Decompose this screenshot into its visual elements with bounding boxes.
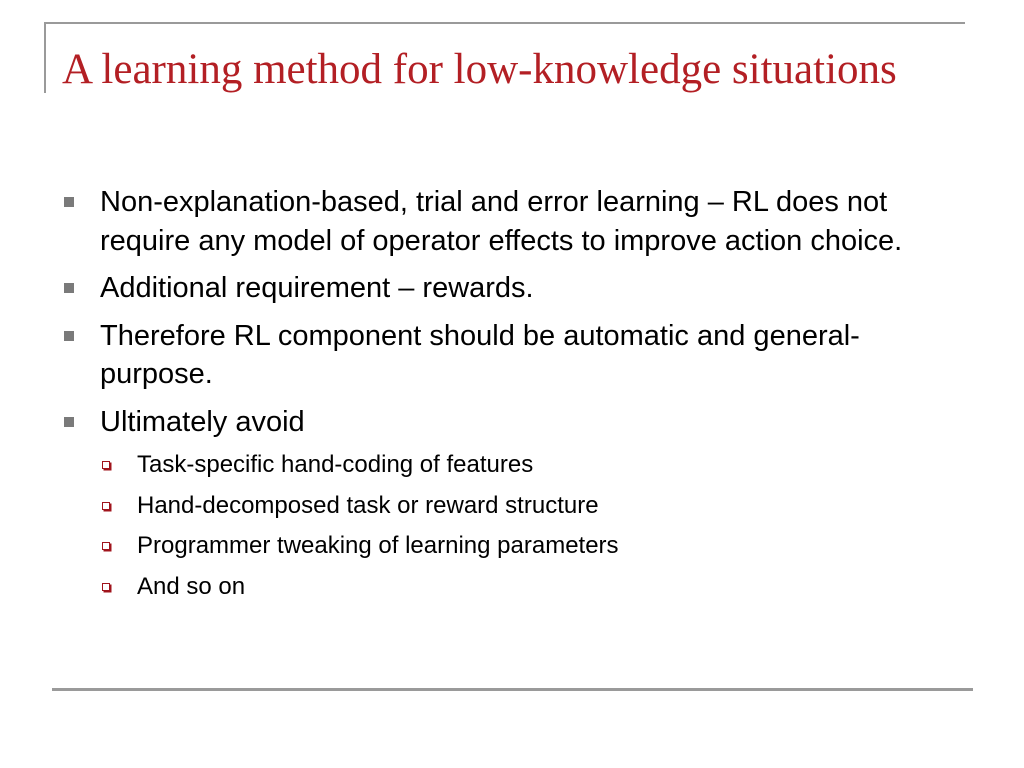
slide-title: A learning method for low-knowledge situations [62, 46, 897, 93]
slide-body [62, 183, 962, 612]
sub-bullet-text: Hand-decomposed task or reward structure [137, 491, 599, 519]
bullet-text: Therefore RL component should be automatic and general-purpose. [100, 319, 860, 390]
bullet-text: Additional requirement – rewards. [100, 272, 534, 304]
sub-bullet-item [100, 572, 962, 602]
sub-bullet-item [100, 491, 962, 521]
sub-bullet-text: And so on [137, 572, 246, 600]
hollow-square-bullet-icon [102, 502, 110, 510]
sub-bullet-list [62, 450, 962, 602]
top-rule [44, 22, 965, 24]
sub-bullet-text: Programmer tweaking of learning parameters [137, 532, 619, 559]
bottom-rule [52, 688, 973, 691]
square-bullet-icon [64, 283, 74, 293]
hollow-square-bullet-icon [102, 461, 110, 469]
bullet-item [62, 269, 962, 308]
bullet-text: Non-explanation-based, trial and error learning – RL does not require any model of operator effects to improve action choice. [100, 186, 903, 257]
bullet-item [62, 183, 962, 260]
sub-bullet-item [100, 450, 962, 480]
square-bullet-icon [64, 417, 74, 427]
bullet-item [62, 317, 962, 394]
sub-bullet-text: Task-specific hand-coding of features [137, 451, 534, 478]
square-bullet-icon [64, 197, 74, 207]
bullet-text: Ultimately avoid [100, 405, 305, 438]
bullet-item [62, 403, 962, 442]
square-bullet-icon [64, 331, 74, 341]
hollow-square-bullet-icon [102, 542, 110, 550]
hollow-square-bullet-icon [102, 583, 110, 591]
sub-bullet-item [100, 531, 962, 561]
left-rule [44, 22, 46, 93]
